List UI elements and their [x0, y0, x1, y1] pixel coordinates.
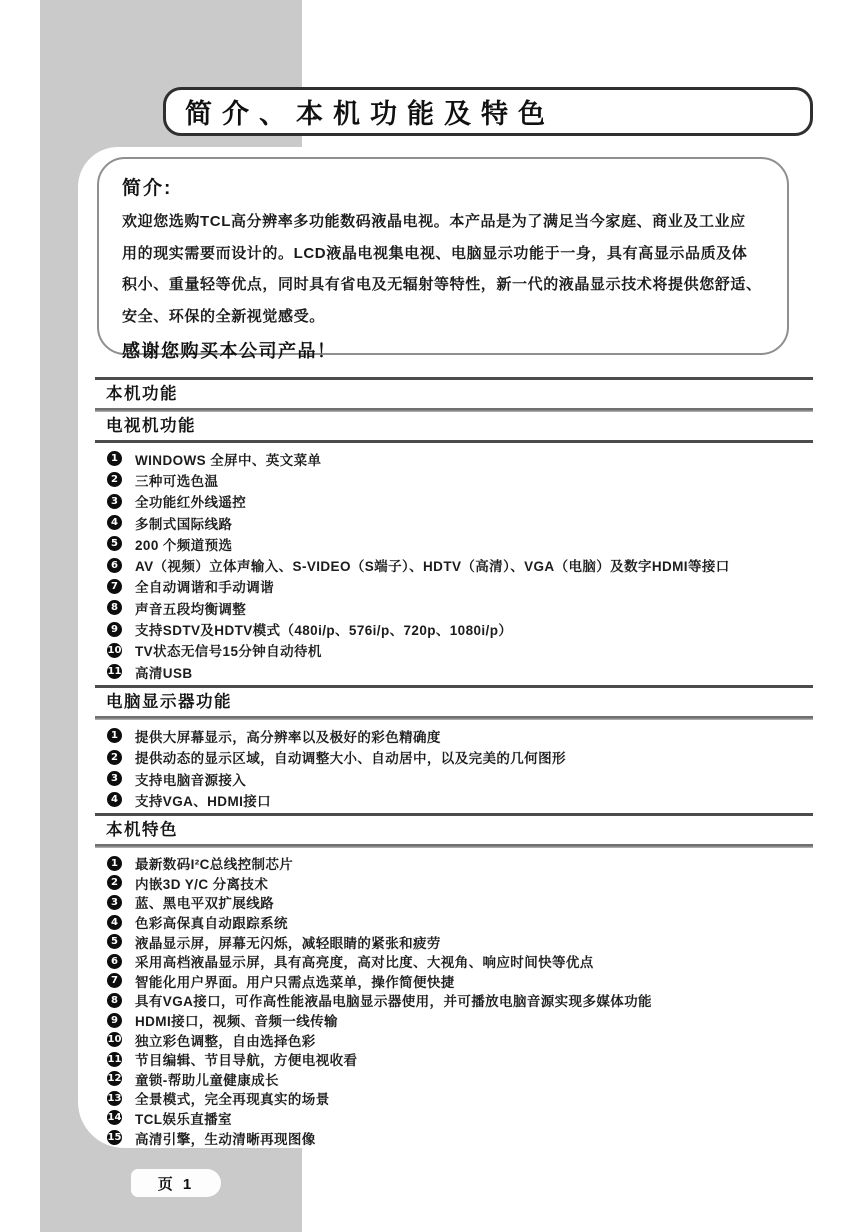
list-item — [95, 491, 813, 512]
numbered-bullet-icon: 3 — [107, 771, 122, 786]
numbered-bullet-icon: 10 — [107, 644, 122, 656]
list-item — [95, 932, 813, 952]
numbered-bullet-icon: 4 — [107, 915, 122, 930]
list-item-text: 支持SDTV及HDTV模式（480i/p、576i/p、720p、1080i/p） — [135, 623, 513, 639]
numbered-bullet-icon: 1 — [107, 728, 122, 743]
intro-paragraph-line: 积小、重量轻等优点，同时具有省电及无辐射等特性，新一代的液晶显示技术将提供您舒适、 — [122, 276, 762, 293]
list-item — [95, 1069, 813, 1089]
section-heading-features: 本机特色 — [106, 821, 178, 840]
list-item — [95, 991, 813, 1011]
list-item-text: 采用高档液晶显示屏，具有高亮度，高对比度、大视角、响应时间快等优点 — [135, 955, 594, 971]
list-item-text: 三种可选色温 — [135, 473, 219, 489]
numbered-bullet-icon: 8 — [107, 600, 122, 615]
list-item-text: 具有VGA接口，可作高性能液晶电脑显示器使用，并可播放电脑音源实现多媒体功能 — [135, 994, 652, 1010]
list-item — [95, 661, 813, 682]
list-item-text: 提供大屏幕显示，高分辨率以及极好的彩色精确度 — [135, 729, 441, 745]
list-item — [95, 469, 813, 490]
section-heading-main: 本机功能 — [106, 385, 178, 403]
list-item — [95, 1010, 813, 1030]
page-title: 简介、本机功能及特色 — [185, 99, 555, 129]
list-item-text: 智能化用户界面。用户只需点选菜单，操作简便快捷 — [135, 974, 455, 990]
list-item-text: 200 个频道预选 — [135, 537, 233, 553]
list-item-text: 独立彩色调整，自由选择色彩 — [135, 1033, 316, 1049]
list-item-text: 支持电脑音源接入 — [135, 772, 247, 788]
list-item-text: 蓝、黑电平双扩展线路 — [135, 896, 274, 912]
intro-thanks-line: 感谢您购买本公司产品！ — [122, 341, 337, 361]
numbered-bullet-icon: 2 — [107, 875, 122, 890]
list-item-text: 内嵌3D Y/C 分离技术 — [135, 876, 269, 892]
list-item — [95, 554, 813, 575]
numbered-bullet-icon: 3 — [107, 895, 122, 910]
intro-paragraph-line: 用的现实需要而设计的。LCD液晶电视集电视、电脑显示功能于一身，具有高显示品质及体 — [122, 244, 748, 262]
list-item — [95, 597, 813, 618]
section-heading-pc: 电脑显示器功能 — [106, 693, 232, 712]
numbered-bullet-icon: 5 — [107, 934, 122, 949]
intro-paragraph-line: 欢迎您选购TCL高分辨率多功能数码液晶电视。本产品是为了满足当今家庭、商业及工业应 — [122, 213, 746, 230]
list-item — [95, 533, 813, 554]
numbered-bullet-icon: 9 — [107, 622, 122, 637]
numbered-bullet-icon: 5 — [107, 536, 122, 551]
list-item-text: 全功能红外线遥控 — [135, 495, 247, 511]
list-item — [95, 1049, 813, 1069]
numbered-bullet-icon: 9 — [107, 1013, 122, 1028]
list-item — [95, 448, 813, 469]
numbered-bullet-icon: 12 — [107, 1073, 122, 1085]
numbered-bullet-icon: 4 — [107, 515, 122, 530]
numbered-bullet-icon: 14 — [107, 1112, 122, 1124]
list-item-text: 支持VGA、HDMI接口 — [135, 793, 272, 809]
list-item-text: AV（视频）立体声输入、S-VIDEO（S端子）、HDTV（高清）、VGA（电脑）及数字HDMI等接口 — [135, 559, 730, 575]
list-item — [95, 618, 813, 639]
numbered-bullet-icon: 15 — [107, 1132, 122, 1144]
intro-box — [97, 157, 789, 361]
functions-area — [95, 377, 813, 1150]
list-item-text: TCL娱乐直播室 — [135, 1111, 232, 1127]
pc-monitor-function-list — [95, 720, 813, 813]
numbered-bullet-icon: 11 — [107, 1053, 122, 1065]
list-item — [95, 1089, 813, 1109]
numbered-bullet-icon: 2 — [107, 472, 122, 487]
list-item-text: 高清USB — [135, 665, 193, 681]
page-title-box — [163, 87, 813, 136]
list-item — [95, 951, 813, 971]
list-item — [95, 873, 813, 893]
list-item-text: WINDOWS 全屏中、英文菜单 — [135, 452, 322, 468]
list-item — [95, 1108, 813, 1128]
numbered-bullet-icon: 4 — [107, 792, 122, 807]
numbered-bullet-icon: 6 — [107, 558, 122, 573]
page-number: 页 1 — [157, 1175, 195, 1193]
page-number-pill — [131, 1169, 221, 1197]
device-feature-list — [95, 848, 813, 1150]
list-item — [95, 640, 813, 661]
list-item-text: 全自动调谐和手动调谐 — [135, 580, 274, 596]
list-item-text: 节目编辑、节目导航，方便电视收看 — [135, 1053, 358, 1069]
numbered-bullet-icon: 6 — [107, 954, 122, 969]
list-item — [95, 789, 813, 810]
numbered-bullet-icon: 11 — [107, 666, 122, 678]
list-item-text: HDMI接口，视频、音频一线传输 — [135, 1014, 338, 1029]
list-item-text: TV状态无信号15分钟自动待机 — [135, 644, 322, 660]
list-item-text: 高清引擎，生动清晰再现图像 — [135, 1131, 316, 1147]
list-item — [95, 576, 813, 597]
numbered-bullet-icon: 7 — [107, 579, 122, 594]
section-heading-tv: 电视机功能 — [106, 417, 196, 435]
numbered-bullet-icon: 13 — [107, 1092, 122, 1104]
numbered-bullet-icon: 10 — [107, 1034, 122, 1046]
intro-paragraph-line: 安全、环保的全新视觉感受。 — [122, 307, 325, 325]
list-item-text: 声音五段均衡调整 — [135, 601, 247, 617]
list-item — [95, 1128, 813, 1148]
list-item-text: 液晶显示屏，屏幕无闪烁，减轻眼睛的紧张和疲劳 — [135, 935, 441, 951]
list-item-text: 提供动态的显示区域，自动调整大小、自动居中，以及完美的几何图形 — [135, 751, 566, 767]
numbered-bullet-icon: 7 — [107, 973, 122, 988]
list-item — [95, 725, 813, 746]
numbered-bullet-icon: 2 — [107, 750, 122, 765]
list-item — [95, 768, 813, 789]
list-item-text: 最新数码I²C总线控制芯片 — [135, 857, 294, 873]
numbered-bullet-icon: 8 — [107, 993, 122, 1008]
list-item-text: 多制式国际线路 — [135, 516, 233, 532]
numbered-bullet-icon: 3 — [107, 494, 122, 509]
list-item-text: 全景模式，完全再现真实的场景 — [135, 1092, 330, 1108]
tv-function-list — [95, 443, 813, 685]
list-item — [95, 971, 813, 991]
numbered-bullet-icon: 1 — [107, 451, 122, 466]
list-item — [95, 912, 813, 932]
list-item-text: 童锁-帮助儿童健康成长 — [135, 1072, 279, 1088]
list-item-text: 色彩高保真自动跟踪系统 — [135, 916, 288, 932]
list-item — [95, 893, 813, 913]
list-item — [95, 747, 813, 768]
list-item — [95, 512, 813, 533]
intro-heading: 简介: — [122, 178, 173, 199]
numbered-bullet-icon: 1 — [107, 856, 122, 871]
list-item — [95, 1030, 813, 1050]
list-item — [95, 853, 813, 873]
